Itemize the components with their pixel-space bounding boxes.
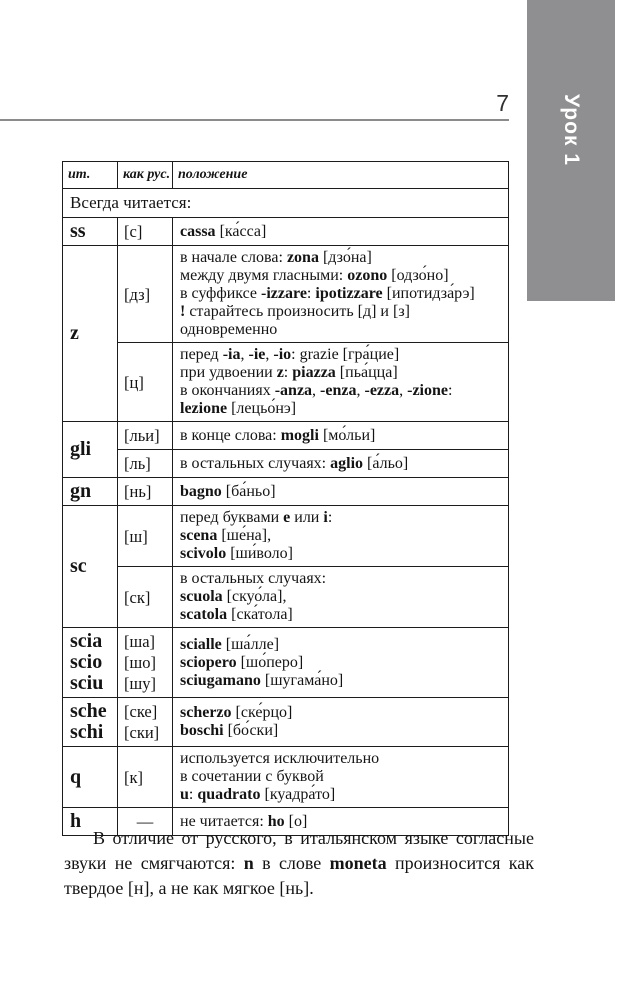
cell-italian: h: [63, 808, 118, 836]
cell-italian: gn: [63, 478, 118, 506]
cell-position: в остальных случаях: aglio [а́льо]: [173, 450, 509, 478]
cell-italian: scia scio sciu: [63, 628, 118, 698]
cell-italian: gli: [63, 422, 118, 478]
cell-position: в конце слова: mogli [мо́льи]: [173, 422, 509, 450]
cell-position: scherzo [ске́рцо] boschi [бо́ски]: [173, 698, 509, 747]
cell-italian: ss: [63, 218, 118, 246]
cell-italian: sche schi: [63, 698, 118, 747]
cell-russian: [дз]: [118, 246, 173, 343]
table-body: [63, 189, 509, 836]
cell-russian: [ск]: [118, 567, 173, 628]
table-row: [63, 218, 509, 246]
cell-russian: [ц]: [118, 343, 173, 422]
page-number: 7: [496, 90, 509, 116]
cell-position: в начале слова: zona [дзо́на] между двумя гласными: ozono [одзо́но] в суффиксе -izzare: ipotizzare [ипотидза́рэ] ! старайтесь произносить [д] и [з] одновременно: [173, 246, 509, 343]
table-row: [63, 628, 509, 698]
header-rule: [0, 119, 509, 121]
table-header-row: [63, 162, 509, 189]
table-row: [63, 747, 509, 808]
cell-russian: [с]: [118, 218, 173, 246]
cell-position: перед буквами e или i: scena [ше́на], scivolo [ши́воло]: [173, 506, 509, 567]
cell-russian: —: [118, 808, 173, 836]
table-row: [63, 506, 509, 567]
cell-italian: sc: [63, 506, 118, 628]
pronunciation-table: [62, 161, 509, 836]
column-header-italian: ит.: [63, 162, 118, 189]
cell-italian: z: [63, 246, 118, 422]
cell-russian: [нь]: [118, 478, 173, 506]
cell-russian: [к]: [118, 747, 173, 808]
table-row: [63, 343, 509, 422]
lesson-tab: [527, 0, 615, 301]
table-row: [63, 567, 509, 628]
cell-russian: [ш]: [118, 506, 173, 567]
cell-italian: q: [63, 747, 118, 808]
table-row: [63, 450, 509, 478]
cell-position: в остальных случаях: scuola [скуо́ла], scatola [ска́тола]: [173, 567, 509, 628]
always-read-row: [63, 189, 509, 218]
table-row: [63, 422, 509, 450]
column-header-russian: как рус.: [118, 162, 173, 189]
cell-russian: [ль]: [118, 450, 173, 478]
column-header-position: положение: [173, 162, 509, 189]
lesson-tab-label: Урок 1: [559, 93, 583, 166]
cell-position: scialle [ша́лле] sciopero [шо́перо] sciugamano [шугама́но]: [173, 628, 509, 698]
cell-position: не читается: ho [о]: [173, 808, 509, 836]
always-read-label: Всегда читается:: [63, 189, 509, 218]
note-paragraph: В отличие от русского, в итальянском языке согласные звуки не смягчаются: n в слове moneta произносится как твердое [н], а не как мягкое [нь].: [64, 828, 535, 898]
cell-position: используется исключительно в сочетании с буквой u: quadrato [куадра́то]: [173, 747, 509, 808]
cell-position: cassa [ка́сса]: [173, 218, 509, 246]
table-row: [63, 478, 509, 506]
cell-russian: [ске] [ски]: [118, 698, 173, 747]
cell-position: bagno [ба́ньо]: [173, 478, 509, 506]
cell-russian: [льи]: [118, 422, 173, 450]
cell-russian: [ша] [шо] [шу]: [118, 628, 173, 698]
cell-position: перед -ia, -ie, -io: grazie [гра́цие] при удвоении z: piazza [пьа́цца] в окончаниях -anza, -enza, -ezza, -zione: lezione [лецьо́нэ]: [173, 343, 509, 422]
table-row: [63, 698, 509, 747]
table-row: [63, 246, 509, 343]
